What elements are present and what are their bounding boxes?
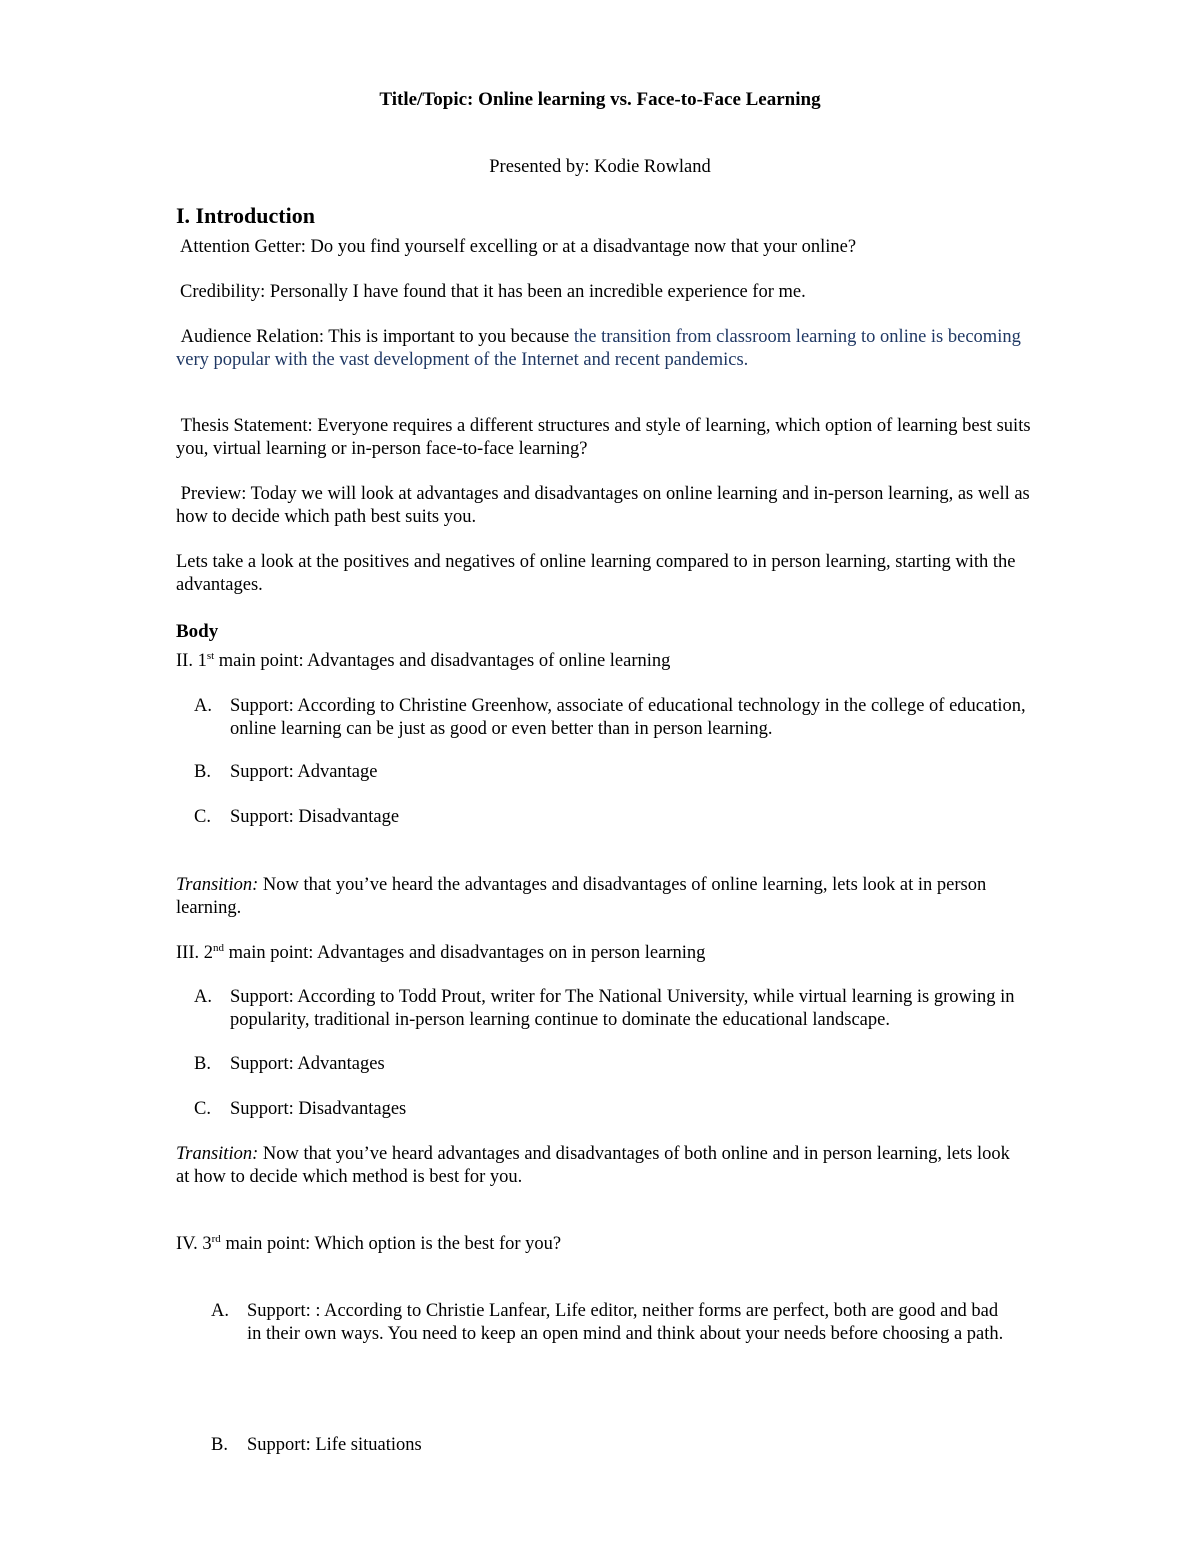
list-marker: B. (211, 1435, 228, 1455)
presenter-line: Presented by: Kodie Rowland (489, 157, 711, 177)
body-heading: Body (176, 621, 219, 642)
list-marker: B. (194, 762, 211, 782)
thesis-statement: Thesis Statement: Everyone requires a different structures and style of learning, which option of learning best suits you, virtual learning or in-person face-to-face learning? (176, 416, 1031, 459)
transition-label: Transition: (176, 1144, 259, 1164)
list-item-text: Support: Disadvantage (230, 807, 400, 827)
audience-relation-highlight: the transition from classroom learning to online is becoming very popular with the vast development of the Internet and recent pandemics. (176, 327, 1021, 370)
audience-relation-prefix: Audience Relation: This is important to you because (180, 327, 574, 347)
list-item-text: Support: Life situations (247, 1435, 422, 1455)
list-item-text: Support: : According to Christie Lanfear, Life editor, neither forms are perfect, both are good and bad in their own ways. You need to keep an open mind and think about your needs before choosing a path. (247, 1301, 1004, 1344)
list-item-text: Support: According to Todd Prout, writer for The National University, while virtual learning is growing in popularity, traditional in-person learning continue to dominate the educational landscape. (230, 987, 1015, 1030)
document-title: Title/Topic: Online learning vs. Face-to-Face Learning (379, 89, 821, 110)
audience-relation (176, 326, 1036, 372)
list-marker: C. (194, 1099, 211, 1119)
list-item-text: Support: According to Christine Greenhow, associate of educational technology in the college of education, online learning can be just as good or even better than in person learning. (230, 696, 1026, 739)
list-marker: B. (194, 1054, 211, 1074)
credibility-statement: Credibility: Personally I have found that it has been an incredible experience for me. (180, 282, 806, 302)
list-marker: A. (194, 987, 212, 1007)
main-point-2: III. 2nd main point: Advantages and disadvantages on in person learning (176, 941, 706, 963)
list-marker: A. (194, 696, 212, 716)
transition-2: Transition: Now that you’ve heard advantages and disadvantages of both online and in person learning, lets look at how to decide which method is best for you. (176, 1144, 1010, 1187)
attention-getter: Attention Getter: Do you find yourself excelling or at a disadvantage now that your online? (180, 237, 857, 257)
introduction-heading: I. Introduction (176, 203, 315, 228)
list-marker: A. (211, 1301, 229, 1321)
transition-1: Transition: Now that you’ve heard the advantages and disadvantages of online learning, lets look at in person learning. (176, 875, 987, 918)
list-item-text: Support: Advantage (230, 762, 378, 782)
main-point-3: IV. 3rd main point: Which option is the best for you? (176, 1232, 562, 1254)
list-item-text: Support: Advantages (230, 1054, 385, 1074)
main-point-1: II. 1st main point: Advantages and disadvantages of online learning (176, 649, 671, 671)
transition-label: Transition: (176, 875, 259, 895)
lead-in-paragraph: Lets take a look at the positives and negatives of online learning compared to in person learning, starting with the advantages. (176, 552, 1016, 595)
preview-statement: Preview: Today we will look at advantages and disadvantages on online learning and in-person learning, as well as how to decide which path best suits you. (176, 484, 1030, 527)
list-item-text: Support: Disadvantages (230, 1099, 407, 1119)
list-marker: C. (194, 807, 211, 827)
